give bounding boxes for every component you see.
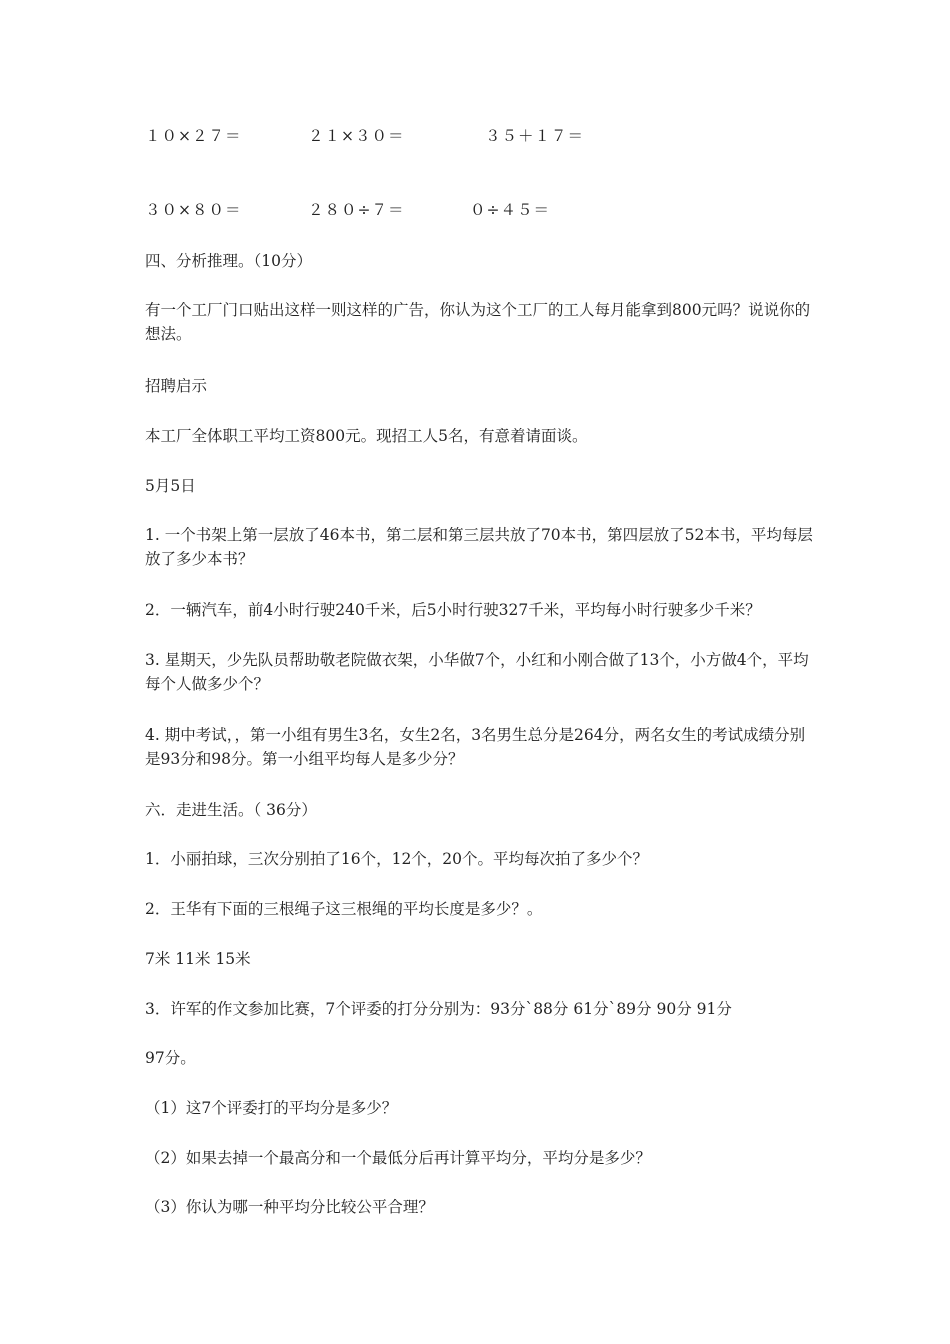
equation-2: ２１×３０＝ bbox=[308, 127, 405, 145]
equation-4: ３０×８０＝ bbox=[145, 201, 242, 219]
notice-body: 本工厂全体职工平均工资800元。现招工人5名，有意着请面谈。 bbox=[145, 427, 588, 445]
rope-lengths: 7米 11米 15米 bbox=[145, 950, 251, 968]
section-6-q1: 1．小丽拍球，三次分别拍了16个，12个，20个。平均每次拍了多少个？ bbox=[145, 850, 649, 868]
notice-title: 招聘启示 bbox=[145, 377, 208, 395]
notice-date: 5月5日 bbox=[145, 477, 196, 495]
equation-6: ０÷４５＝ bbox=[470, 201, 550, 219]
section-4-question: 有一个工厂门口贴出这样一则这样的广告，你认为这个工厂的工人每月能拿到800元吗？说说你的想法。 bbox=[145, 301, 811, 343]
problem-3: 3. 星期天，少先队员帮助敬老院做衣架，小华做7个，小红和小刚合做了13个，小方做4个，平均每个人做多少个？ bbox=[145, 651, 809, 693]
equation-5: ２８０÷７＝ bbox=[308, 201, 405, 219]
sub-question-2: （2）如果去掉一个最高分和一个最低分后再计算平均分，平均分是多少？ bbox=[145, 1149, 651, 1167]
sub-question-3: （3）你认为哪一种平均分比较公平合理？ bbox=[145, 1198, 434, 1216]
problem-2: 2．一辆汽车，前4小时行驶240千米，后5小时行驶327千米，平均每小时行驶多少千米？ bbox=[145, 601, 761, 619]
section-6-title: 六．走进生活。（ 36分） bbox=[145, 801, 317, 819]
sub-question-1: （1）这7个评委打的平均分是多少？ bbox=[145, 1099, 398, 1117]
equation-1: １０×２７＝ bbox=[145, 127, 242, 145]
problem-1: 1. 一个书架上第一层放了46本书，第二层和第三层共放了70本书，第四层放了52本书，平均每层放了多少本书？ bbox=[145, 526, 813, 568]
equation-3: ３５＋１７＝ bbox=[485, 127, 585, 145]
section-6-q2: 2．王华有下面的三根绳子这三根绳的平均长度是多少？。 bbox=[145, 900, 543, 918]
section-6-q3-continued: 97分。 bbox=[145, 1049, 196, 1067]
section-6-q3: 3．许军的作文参加比赛，7个评委的打分分别为：93分`88分 61分`89分 90分 91分 bbox=[145, 1000, 732, 1018]
problem-4: 4. 期中考试，，第一小组有男生3名，女生2名，3名男生总分是264分，两名女生的考试成绩分别是93分和98分。第一小组平均每人是多少分？ bbox=[145, 726, 806, 768]
section-4-title: 四、分析推理。（10分） bbox=[145, 252, 312, 270]
